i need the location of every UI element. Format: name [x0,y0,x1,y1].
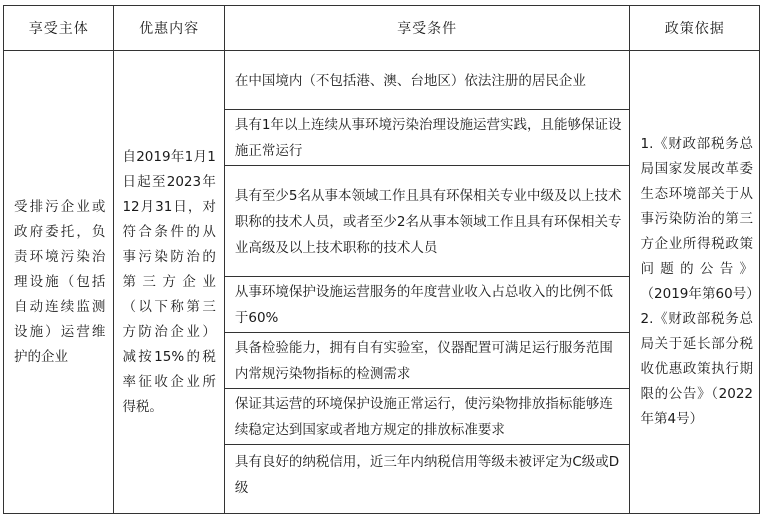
benefit-cell: 自2019年1月1日起至2023年12月31日，对符合条件的从事污染防治的第三方企业（以下称第三方防治企业）减按15%的税率征收企业所得税。 [114,51,224,514]
condition-item: 保证其运营的环境保护设施正常运行，使污染物排放指标能够连续稳定达到国家或者地方规定的排放标准要求 [225,388,630,444]
condition-item: 具有良好的纳税信用，近三年内纳税信用等级未被评定为C级或D级 [225,444,630,504]
basis-cell: 1.《财政部税务总局国家发展改革委生态环境部关于从事污染防治的第三方企业所得税政策问题的公告》（2019年第60号）2.《财政部税务总局关于延长部分税收优惠政策执行期限的公告》（2022年第4号） [630,51,760,514]
condition-item: 在中国境内（不包括港、澳、台地区）依法注册的居民企业 [234,72,586,89]
header-benefit: 优惠内容 [114,6,224,51]
header-subject: 享受主体 [4,6,114,51]
content-row [4,51,760,514]
policy-table [3,5,760,514]
header-row [4,6,760,51]
condition-item: 具有至少5名从事本领域工作且具有环保相关专业中级及以上技术职称的技术人员，或者至少2名从事本领域工作且具有环保相关专业高级及以上技术职称的技术人员 [225,165,630,276]
header-basis: 政策依据 [630,6,760,51]
condition-item: 具有1年以上连续从事环境污染治理设施运营实践，且能够保证设施正常运行 [225,109,630,165]
header-conditions: 享受条件 [224,6,630,51]
condition-item: 具备检验能力，拥有自有实验室，仪器配置可满足运行服务范围内常规污染物指标的检测需求 [225,332,630,388]
condition-item: 从事环境保护设施运营服务的年度营业收入占总收入的比例不低于60% [225,276,630,332]
conditions-cell [224,51,630,514]
subject-cell: 受排污企业或政府委托，负责环境污染治理设施（包括自动连续监测设施）运营维护的企业 [4,51,114,514]
